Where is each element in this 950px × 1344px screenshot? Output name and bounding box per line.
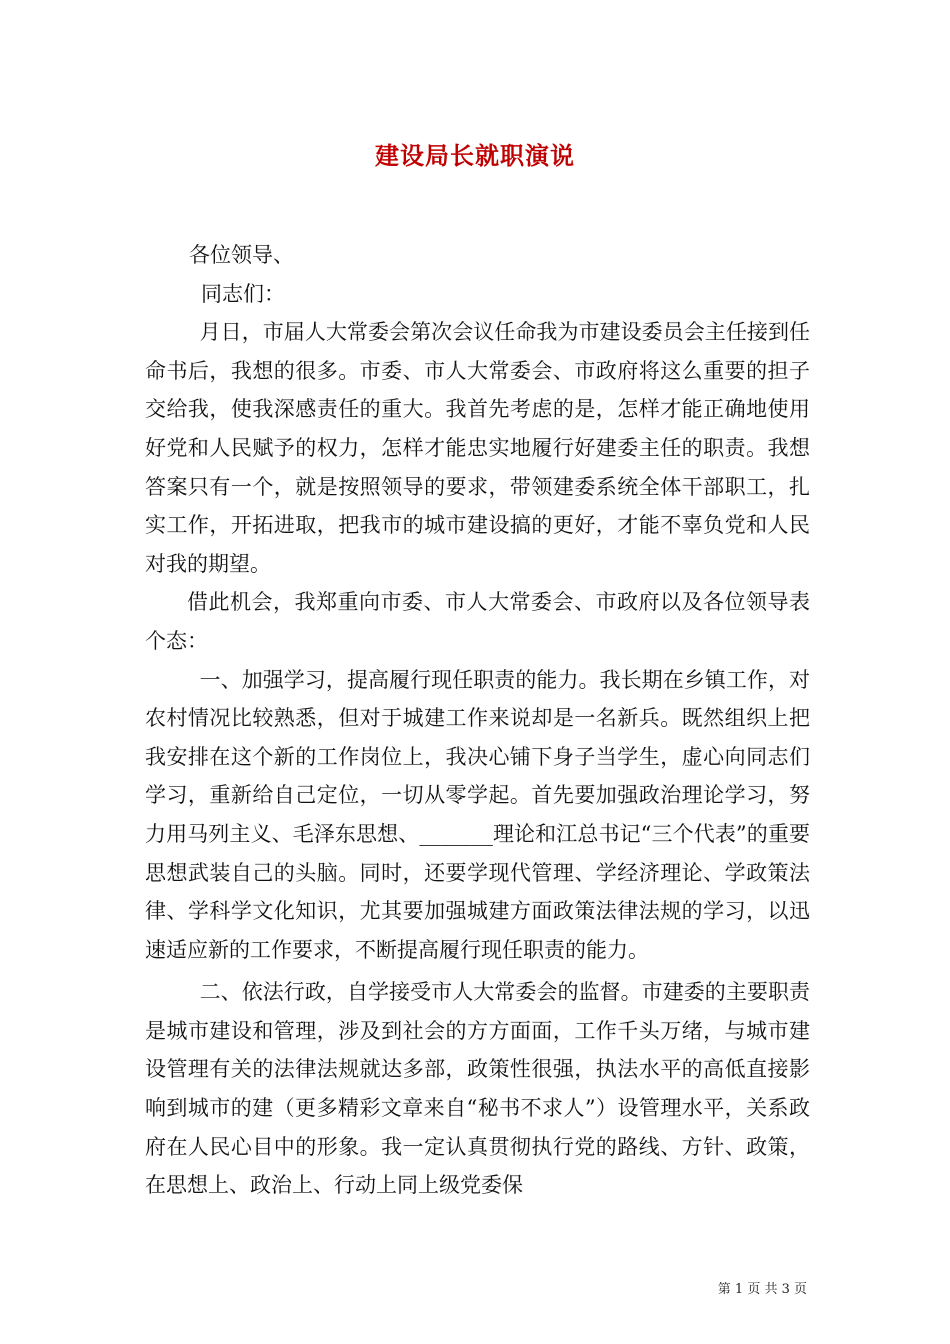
paragraph-strengthen-learning: 一、加强学习，提高履行现任职责的能力。我长期在乡镇工作，对农村情况比较熟悉，但对于城建工作来说却是一名新兵。既然组织上把我安排在这个新的工作岗位上，我决心铺下身子当学生，虚心向同志们学习，重新给自己定位，一切从零学起。首先要加强政治理论学习，努力用马列主义、毛泽东思想、_______理论和江总书记“三个代表”的重要思想武装自己的头脑。同时，还要学现代管理、学经济理论、学政策法律、学科学文化知识，尤其要加强城建方面政策法律法规的学习，以迅速适应新的工作要求，不断提高履行现任职责的能力。 (145, 667, 810, 962)
paragraph-administer-by-law: 二、依法行政，自学接受市人大常委会的监督。市建委的主要职责是城市建设和管理，涉及到社会的方方面面，工作千头万绪，与城市建设管理有关的法律法规就达多部，政策性很强，执法水平的高低直接影响到城市的建（更多精彩文章来自“秘书不求人”）设管理水平，关系政府在人民心目中的形象。我一定认真贯彻执行党的路线、方针、政策，在思想上、政治上、行动上同上级党委保 (145, 980, 810, 1198)
document-body (145, 236, 810, 1205)
paragraph-appointment: 月日，市届人大常委会第次会议任命我为市建设委员会主任接到任命书后，我想的很多。市委、市人大常委会、市政府将这么重要的担子交给我，使我深感责任的重大。我首先考虑的是，怎样才能正确地使用好党和人民赋予的权力，怎样才能忠实地履行好建委主任的职责。我想答案只有一个，就是按照领导的要求，带领建委系统全体干部职工，扎实工作，开拓进取，把我市的城市建设搞的更好，才能不辜负党和人民对我的期望。 (145, 320, 810, 576)
document-title: 建设局长就职演说 (375, 141, 575, 170)
page-number: 第 1 页 共 3 页 (717, 1282, 807, 1297)
salutation-comrades: 同志们： (201, 281, 285, 306)
salutation-leaders: 各位领导、 (189, 243, 294, 267)
paragraph-statement-intro: 借此机会，我郑重向市委、市人大常委会、市政府以及各位领导表个态： (145, 590, 810, 653)
